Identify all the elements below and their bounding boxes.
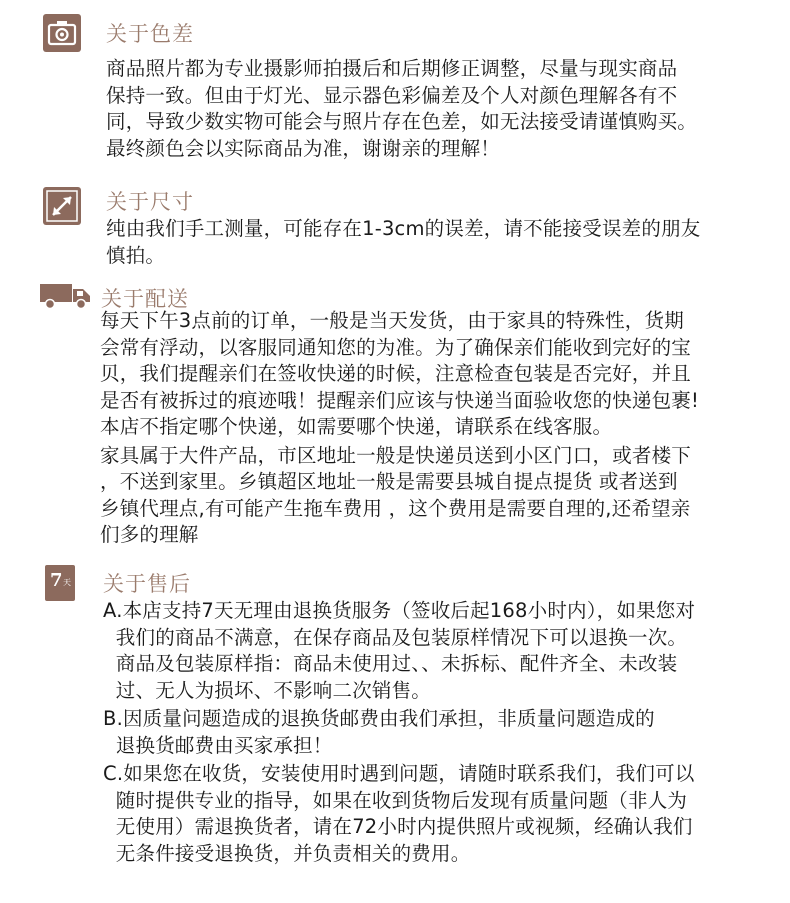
resize-arrow-icon xyxy=(43,187,81,225)
section-body xyxy=(103,598,695,867)
text-line: 本店不指定哪个快递，如需要哪个快递，请联系在线客服。 xyxy=(100,415,613,438)
seven-days-unit: 天 xyxy=(63,578,71,587)
text-line: 我们的商品不满意，在保存商品及包装原样情况下可以退换一次。 xyxy=(103,625,688,649)
text-line: 纯由我们手工测量，可能存在1-3cm的误差，请不能接受误差的朋友 xyxy=(106,217,701,240)
section-title: 关于尺寸 xyxy=(106,190,194,214)
text-line: A.本店支持7天无理由退换货服务（签收后起168小时内），如果您对 xyxy=(103,599,696,622)
section-body xyxy=(106,216,700,269)
text-line: 会常有浮动，以客服同通知您的为准。为了确保亲们能收到完好的宝 xyxy=(100,335,692,359)
text-line: 贝，我们提醒亲们在签收快递的时候，注意检查包装是否完好，并且 xyxy=(100,362,692,385)
text-line: 每天下午3点前的订单，一般是当天发货，由于家具的特殊性，货期 xyxy=(100,309,684,332)
text-line: 无使用）需退换货者，请在72小时内提供照片或视频，经确认我们 xyxy=(103,815,693,838)
truck-icon xyxy=(40,282,92,310)
section-title: 关于色差 xyxy=(106,22,194,46)
camera-icon xyxy=(43,14,81,52)
section-title: 关于配送 xyxy=(101,287,189,311)
section-body xyxy=(106,56,697,162)
text-line: 过、无人为损坏、不影响二次销售。 xyxy=(103,678,431,702)
section-title: 关于售后 xyxy=(103,572,191,596)
text-line: C.如果您在收货，安装使用时遇到问题，请随时联系我们，我们可以 xyxy=(103,762,695,785)
text-line: 随时提供专业的指导，如果在收到货物后发现有质量问题（非人为 xyxy=(103,788,688,812)
seven-days-number: 7 xyxy=(50,570,63,591)
text-line: 是否有被拆过的痕迹哦！提醒亲们应该与快递当面验收您的快递包裹! xyxy=(100,388,700,412)
text-line: 退换货邮费由买家承担！ xyxy=(103,733,333,757)
text-line: 们多的理解 xyxy=(100,523,199,546)
text-line: 慎拍。 xyxy=(106,243,166,267)
text-line: 家具属于大件产品，市区地址一般是快递员送到小区门口，或者楼下 xyxy=(100,443,692,467)
text-line: 商品照片都为专业摄影师拍摄后和后期修正调整，尽量与现实商品 xyxy=(106,57,678,80)
section-body xyxy=(100,308,699,549)
text-line: 无条件接受退换货，并负责相关的费用。 xyxy=(103,841,471,865)
text-line: B.因质量问题造成的退换货邮费由我们承担，非质量问题造成的 xyxy=(103,707,655,730)
text-line: 乡镇代理点,有可能产生拖车费用 ，这个费用是需要自理的,还希望亲 xyxy=(100,496,691,520)
text-line: 最终颜色会以实际商品为准，谢谢亲的理解！ xyxy=(106,136,501,160)
text-line: ，不送到家里。乡镇超区地址一般是需要县城自提点提货 或者送到 xyxy=(100,470,678,493)
text-line: 保持一致。但由于灯光、显示器色彩偏差及个人对颜色理解各有不 xyxy=(106,83,678,107)
text-line: 同，导致少数实物可能会与照片存在色差，如无法接受请谨慎购买。 xyxy=(106,110,698,133)
text-line: 商品及包装原样指：商品未使用过、、未拆标、配件齐全、未改装 xyxy=(103,652,678,675)
seven-days-icon xyxy=(45,565,75,601)
